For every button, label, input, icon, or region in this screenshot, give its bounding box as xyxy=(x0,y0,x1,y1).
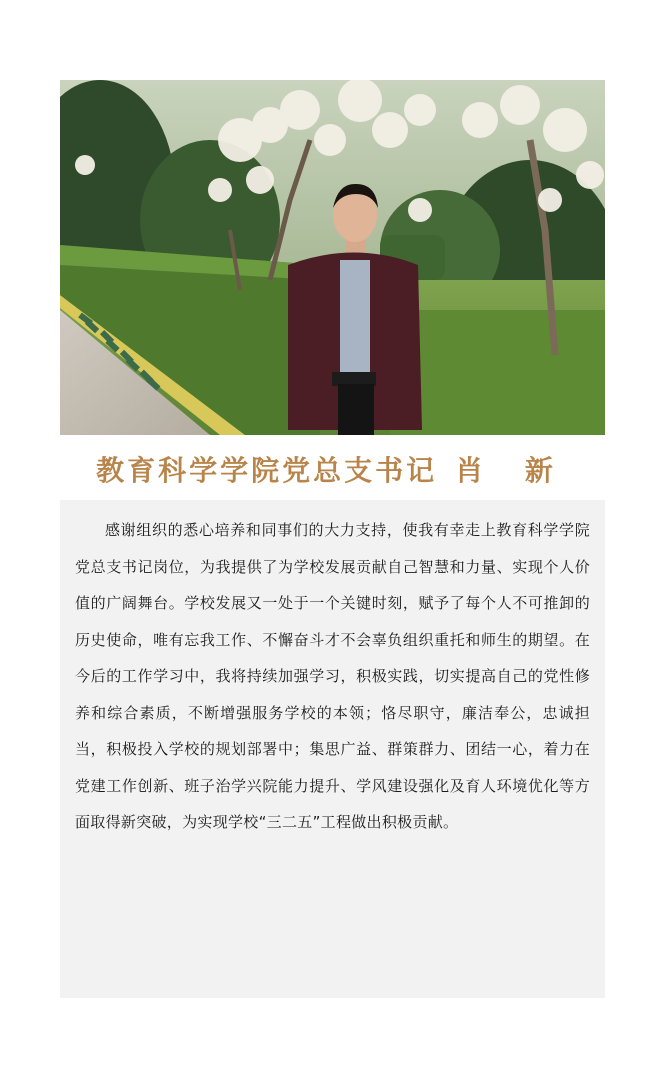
statement-paragraph: 感谢组织的悉心培养和同事们的大力支持，使我有幸走上教育科学学院党总支书记岗位，为我提供了为学校发展贡献自己智慧和力量、实现个人价值的广阔舞台。学校发展又一处于一个关键时刻，赋予了每个人不可推卸的历史使命，唯有忘我工作、不懈奋斗才不会辜负组织重托和师生的期望。在今后的工作学习中，我将持续加强学习，积极实践，切实提高自己的党性修养和综合素质，不断增强服务学校的本领；恪尽职守，廉洁奉公，忠诚担当，积极投入学校的规划部署中；集思广益、群策群力、团结一心，着力在党建工作创新、班子治学兴院能力提升、学风建设强化及育人环境优化等方面取得新突破，为实现学校“三二五”工程做出积极贡献。 xyxy=(75,521,590,831)
portrait-photo xyxy=(60,80,605,435)
portrait-photo-icon xyxy=(60,80,605,435)
title-person-name: 肖 新 xyxy=(455,454,569,487)
page-title xyxy=(60,448,605,494)
statement-panel xyxy=(60,500,605,998)
title-position: 教育科学学院党总支书记 xyxy=(96,454,438,487)
